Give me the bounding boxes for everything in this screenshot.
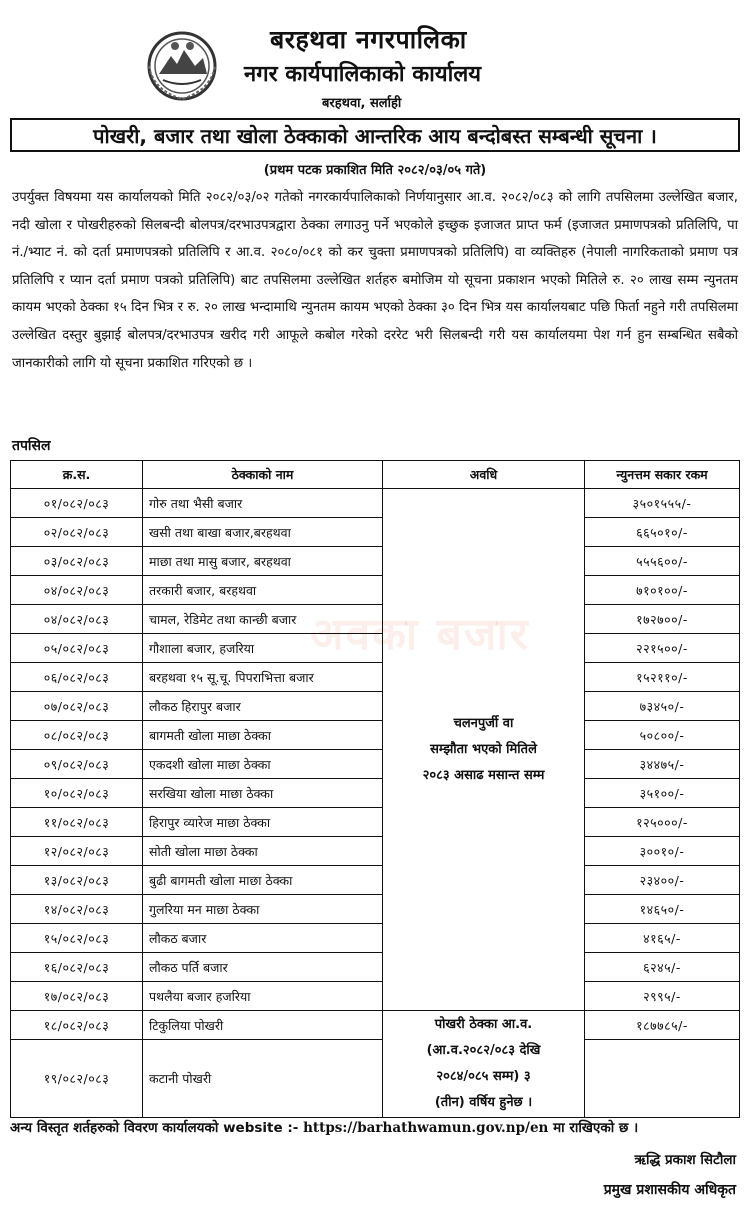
- table-row: [11, 518, 740, 547]
- row-amount: १४६५०/-: [585, 895, 740, 924]
- publication-date: (प्रथम पटक प्रकाशित मिति २०८२/०३/०५ गते): [263, 163, 487, 178]
- row-sn: १३/०८२/०८३: [11, 866, 143, 895]
- row-amount: ५०८००/-: [585, 721, 740, 750]
- row-name: हिरापुर व्यारेज माछा ठेक्का: [143, 808, 383, 837]
- row-amount: ४१६५/-: [585, 924, 740, 953]
- row-amount: ५५५६००/-: [585, 547, 740, 576]
- period-line: (तीन) वर्षिय हुनेछ ।: [434, 1095, 533, 1110]
- row-name: खसी तथा बाखा बजार,बरहथवा: [143, 518, 383, 547]
- org-name: बरहथवा नगरपालिका: [270, 25, 467, 54]
- signer-designation: प्रमुख प्रशासकीय अधिकृत: [603, 1182, 736, 1198]
- row-name: गोरु तथा भैसी बजार: [143, 489, 383, 518]
- row-amount: ३००१०/-: [585, 837, 740, 866]
- period-line: सम्झौता भएको मितिले: [430, 741, 537, 757]
- footer-website-prefix: अन्य विस्तृत शर्तहरुको विवरण कार्यालयको website :-: [10, 1120, 299, 1136]
- row-amount: २२१५००/-: [585, 634, 740, 663]
- row-name: सरखिया खोला माछा ठेक्का: [143, 779, 383, 808]
- office-address: बरहथवा, सर्लाही: [322, 96, 402, 111]
- table-row: [11, 663, 740, 692]
- notice-title-box: [10, 118, 740, 152]
- table-row: [11, 953, 740, 982]
- row-sn: १५/०८२/०८३: [11, 924, 143, 953]
- row-name: लौकठ पर्ति बजार: [143, 953, 383, 982]
- row-sn: ०३/०८२/०८३: [11, 547, 143, 576]
- signer-name: ऋद्धि प्रकाश सिटौला: [634, 1152, 736, 1168]
- table-header-row: [11, 461, 740, 489]
- row-sn: ०५/०८२/०८३: [11, 634, 143, 663]
- table-row: [11, 489, 740, 518]
- period-line: पोखरी ठेक्का आ.व.: [434, 1017, 533, 1032]
- period-group-2: [383, 1011, 585, 1118]
- footer-website-suffix: मा राखिएको छ ।: [553, 1120, 639, 1136]
- row-sn: १६/०८२/०८३: [11, 953, 143, 982]
- row-sn: ०८/०८२/०८३: [11, 721, 143, 750]
- table-row: [11, 692, 740, 721]
- row-amount: ६६५०१०/-: [585, 518, 740, 547]
- table-row: [11, 634, 740, 663]
- contract-table: [10, 460, 740, 1118]
- notice-header: [0, 0, 750, 118]
- col-header-period: अवधि: [383, 461, 585, 489]
- table-row: [11, 1011, 740, 1040]
- schedule-label: तपसिल: [12, 438, 51, 454]
- row-amount: १८७७८५/-: [585, 1011, 740, 1040]
- row-amount: ३५०१५५५/-: [585, 489, 740, 518]
- period-line: (आ.व.२०८२/०८३ देखि: [426, 1043, 541, 1058]
- row-sn: ०९/०८२/०८३: [11, 750, 143, 779]
- table-row: [11, 924, 740, 953]
- table-row: [11, 750, 740, 779]
- table-row: [11, 605, 740, 634]
- row-amount: १५२११०/-: [585, 663, 740, 692]
- row-sn: ०६/०८२/०८३: [11, 663, 143, 692]
- row-name: बरहथवा १५ सू.चू. पिपराभित्ता बजार: [143, 663, 383, 692]
- office-name: नगर कार्यपालिकाको कार्यालय: [244, 62, 481, 87]
- table-row: [11, 808, 740, 837]
- row-name: माछा तथा मासु बजार, बरहथवा: [143, 547, 383, 576]
- col-header-name: ठेक्काको नाम: [143, 461, 383, 489]
- period-line: चलनपुर्जी वा: [453, 715, 514, 731]
- row-amount: [585, 1040, 740, 1118]
- nepal-emblem-icon: [143, 28, 221, 102]
- table-row: [11, 866, 740, 895]
- row-amount: ७१०१००/-: [585, 576, 740, 605]
- table-row: [11, 1040, 740, 1118]
- row-name: कटानी पोखरी: [143, 1040, 383, 1118]
- row-sn: ०२/०८२/०८३: [11, 518, 143, 547]
- row-sn: १७/०८२/०८३: [11, 982, 143, 1011]
- row-sn: ०७/०८२/०८३: [11, 692, 143, 721]
- row-sn: १२/०८२/०८३: [11, 837, 143, 866]
- row-amount: १७२७००/-: [585, 605, 740, 634]
- table-row: [11, 837, 740, 866]
- table-row: [11, 576, 740, 605]
- notice-body: उपर्युक्त विषयमा यस कार्यालयको मिति २०८२/०३/०२ गतेको नगरकार्यपालिकाको निर्णयानुसार आ.व. २०८२/०८३ को लागि तपसिलमा उल्लेखित बजार, नदी खोला र पोखरीहरुको सिलबन्दी बोलपत्र/दरभाउपत्रद्वारा ठेक्का लगाउनु पर्ने भएकोले इच्छुक इजाजत प्राप्त फर्म (इजाजत प्रमाणपत्रको प्रतिलिपि, पा नं./भ्याट नं. को दर्ता प्रमाणपत्रको प्रतिलिपि र आ.व. २०८०/०८१ को कर चुक्ता प्रमाणपत्रको प्रतिलिपि) वा व्यक्तिहरु (नेपाली नागरिकताको प्रमाण पत्र प्रतिलिपि र प्यान दर्ता प्रमाण पत्रको प्रतिलिपि) बाट तपसिलमा उल्लेखित शर्तहरु बमोजिम यो सूचना प्रकाशन भएको मितिले रु. २० लाख सम्म न्युनतम कायम भएको ठेक्का १५ दिन भित्र र रु. २० लाख भन्दामाथि न्युनतम कायम भएको ठेक्का ३० दिन भित्र यस कार्यालयबाट पछि फिर्ता नहुने गरी तपसिलमा उल्लेखित दस्तुर बुझाई बोलपत्र/दरभाउपत्र खरीद गरी आफूले कबोल गरेको दररेट भरी सिलबन्दी गरी यस कार्यालयमा पेश गर्न हुन सम्बन्धित सबैको जानकारीको लागि यो सूचना प्रकाशित गरिएको छ ।: [12, 190, 738, 371]
- row-amount: १२५०००/-: [585, 808, 740, 837]
- col-header-sn: क्र.स.: [11, 461, 143, 489]
- row-amount: ६२४५/-: [585, 953, 740, 982]
- table-row: [11, 547, 740, 576]
- notice-title: पोखरी, बजार तथा खोला ठेक्काको आन्तरिक आय बन्दोबस्त सम्बन्धी सूचना ।: [93, 123, 657, 148]
- row-amount: २९९५/-: [585, 982, 740, 1011]
- table-row: [11, 982, 740, 1011]
- col-header-amount: न्युनत्तम सकार रकम: [585, 461, 740, 489]
- watermark: अवका बजार: [310, 609, 530, 660]
- row-name: बागमती खोला माछा ठेक्का: [143, 721, 383, 750]
- table-row: [11, 721, 740, 750]
- period-group-1: [383, 489, 585, 1011]
- table-row: [11, 895, 740, 924]
- row-name: चामल, रेडिमेट तथा कान्छी बजार: [143, 605, 383, 634]
- row-name: गुलरिया मन माछा ठेक्का: [143, 895, 383, 924]
- row-amount: ३४४७५/-: [585, 750, 740, 779]
- row-sn: १४/०८२/०८३: [11, 895, 143, 924]
- row-name: सोती खोला माछा ठेक्का: [143, 837, 383, 866]
- row-amount: २३४००/-: [585, 866, 740, 895]
- row-name: गौशाला बजार, हजरिया: [143, 634, 383, 663]
- row-amount: ७३४५०/-: [585, 692, 740, 721]
- row-name: पथलैया बजार हजरिया: [143, 982, 383, 1011]
- row-sn: १०/०८२/०८३: [11, 779, 143, 808]
- period-line: २०८४/०८५ सम्म) ३: [436, 1069, 531, 1084]
- row-name: बुढी बागमती खोला माछा ठेक्का: [143, 866, 383, 895]
- row-sn: १९/०८२/०८३: [11, 1040, 143, 1118]
- row-sn: ०४/०८२/०८३: [11, 605, 143, 634]
- row-sn: १८/०८२/०८३: [11, 1011, 143, 1040]
- website-link[interactable]: https://barhathwamun.gov.np/en: [303, 1120, 549, 1136]
- row-name: तरकारी बजार, बरहथवा: [143, 576, 383, 605]
- row-name: लौकठ बजार: [143, 924, 383, 953]
- row-name: एकदशी खोला माछा ठेक्का: [143, 750, 383, 779]
- row-amount: ३५१००/-: [585, 779, 740, 808]
- row-name: लौकठ हिरापुर बजार: [143, 692, 383, 721]
- row-sn: ०१/०८२/०८३: [11, 489, 143, 518]
- footer-website-line: [10, 1118, 638, 1136]
- period-line: २०८३ असाढ मसान्त सम्म: [422, 767, 545, 783]
- row-sn: ०४/०८२/०८३: [11, 576, 143, 605]
- table-row: [11, 779, 740, 808]
- row-name: टिकुलिया पोखरी: [143, 1011, 383, 1040]
- row-sn: ११/०८२/०८३: [11, 808, 143, 837]
